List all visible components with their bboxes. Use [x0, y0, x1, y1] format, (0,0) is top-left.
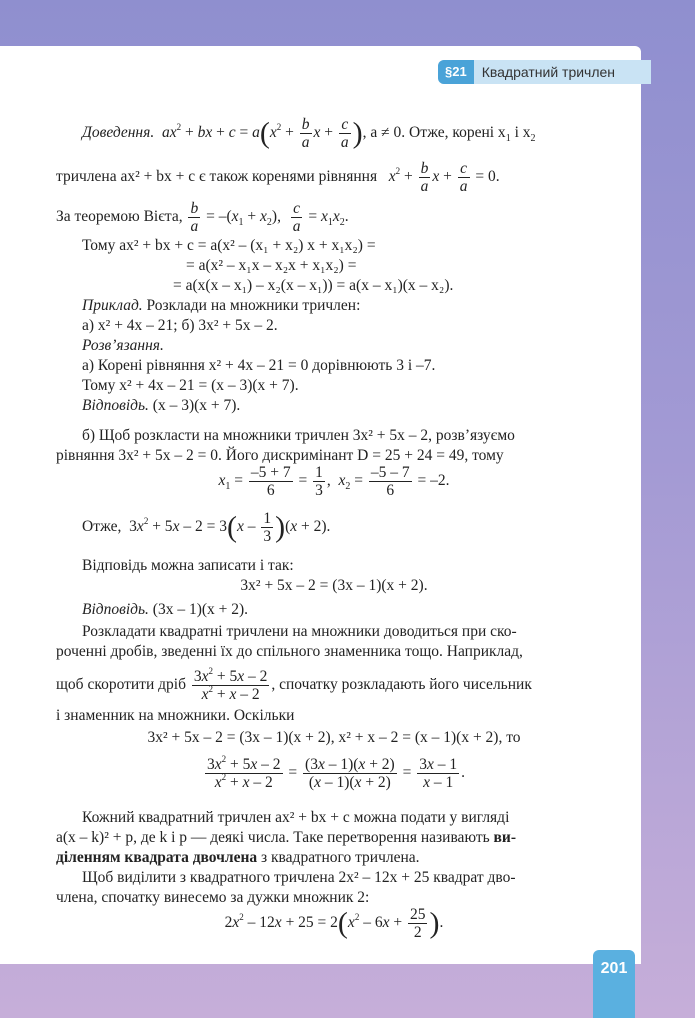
k-para-3: діленням квадрата двочлена з квадратного тричлена. — [56, 849, 420, 866]
solution-b-1: б) Щоб розкласти на множники тричлен 3x² + 5x – 2, розв’язуємо — [82, 427, 515, 444]
derivation-2: = a(x² – x₁x – x₂x + x₁x₂) = — [186, 257, 357, 274]
alt-answer-formula: 3x² + 5x – 2 = (3x – 1)(x + 2). — [240, 577, 428, 594]
para-2: роченні дробів, зведенні їх до спільного знаменника тощо. Наприклад, — [56, 643, 523, 660]
alt-answer-intro: Відповідь можна записати і так: — [82, 557, 294, 574]
solution-a-1: а) Корені рівняння x² + 4x – 21 = 0 дорівнюють 3 і –7. — [82, 357, 436, 374]
vieta-line: За теоремою Вієта, $\frac{b}{a}$ = $-(x_1 + x_2)$, $\frac{c}{a}$ = $x_1x_2$. — [56, 200, 349, 235]
k-para-2: a(x – k)² + p, де k і p — деякі числа. Таке перетворення називають ви- — [56, 829, 517, 846]
para-4: і знаменник на множники. Оскільки — [56, 707, 295, 724]
solution-a-2: Тому x² + 4x – 21 = (x – 3)(x + 7). — [82, 377, 299, 394]
roots-equation-line: тричлена ax² + bx + c є також коренями рівняння $x^2$ + $\frac{b}{a}$ x + $\frac{c}{a}$ = 0. — [56, 160, 500, 195]
section-header — [438, 60, 651, 84]
proof-line: Доведення. $ax^2$ + bx + $c = a(x^2$ + $\frac{b}{a}$ x + $\frac{c}{a}$ ), a ≠ 0. Отже, корені $x_1$ і $x_2$ — [82, 116, 536, 151]
solution-b-2: рівняння 3x² + 5x – 2 = 0. Його дискримінант D = 25 + 24 = 49, тому — [56, 447, 504, 464]
factor-line: 3x² + 5x – 2 = (3x – 1)(x + 2), x² + x – 2 = (x – 1)(x + 2), то — [147, 729, 521, 746]
proof-label: Доведення. — [82, 124, 155, 142]
example-items: а) x² + 4x – 21; б) 3x² + 5x – 2. — [82, 317, 278, 334]
page-number: 201 — [593, 950, 635, 1018]
derivation-1: Тому ax² + bx + c = a(x² – (x₁ + x₂) x + x₁x₂) = — [82, 237, 376, 254]
fraction-reduction: $\frac{3x^2 + 5x - 2}{x^2 + x - 2}$ = $\frac{(3x - 1)(x + 2)}{(x - 1)(x + 2)}$ = $\frac{3x - 1}{x - 1}$ . — [207, 754, 465, 791]
answer-a: Відповідь. (x – 3)(x + 7). — [82, 397, 241, 414]
derivation-3: = a(x(x – x₁) – x₂(x – x₁)) = a(x – x₁)(x – x₂). — [173, 277, 454, 294]
para-1: Розкладати квадратні тричлени на множники доводиться при ско- — [82, 623, 517, 640]
answer-b: Відповідь. (3x – 1)(x + 2). — [82, 601, 249, 618]
example-label: Приклад. — [82, 297, 143, 314]
solution-label: Розв’язання. — [82, 337, 164, 354]
para-3: щоб скоротити дріб $\frac{3x^2 + 5x - 2}{x^2 + x - 2}$ , спочатку розкладають його чисельник — [56, 666, 532, 703]
proof-tail: , a ≠ 0. Отже, корені x — [362, 124, 506, 142]
k-para-1: Кожний квадратний тричлен ax² + bx + c можна подати у вигляді — [82, 809, 510, 826]
section-title: Квадратний тричлен — [481, 64, 616, 80]
w-para-2: члена, спочатку винесемо за дужки множник 2: — [56, 889, 370, 906]
section-number: §21 — [438, 60, 474, 84]
roots-formula: $x_1$ = $\frac{-5 + 7}{6}$ = $\frac{1}{3}$ , $x_2$ = $\frac{-5 - 7}{6}$ = –2. — [218, 464, 450, 499]
w-para-1: Щоб виділити з квадратного тричлена 2x² – 12x + 25 квадрат дво- — [82, 869, 516, 886]
example-line: Приклад. Розклади на множники тричлен: — [82, 297, 361, 314]
factored-result: Отже, $3x^2 + 5x - 2 = 3(x$ – $\frac{1}{3}$ )(x + 2). — [82, 510, 331, 545]
complete-square-formula: $2x^2 - 12x + 25 = 2(x^2 - 6x$ + $\frac{25}{2}$ ). — [224, 906, 444, 941]
